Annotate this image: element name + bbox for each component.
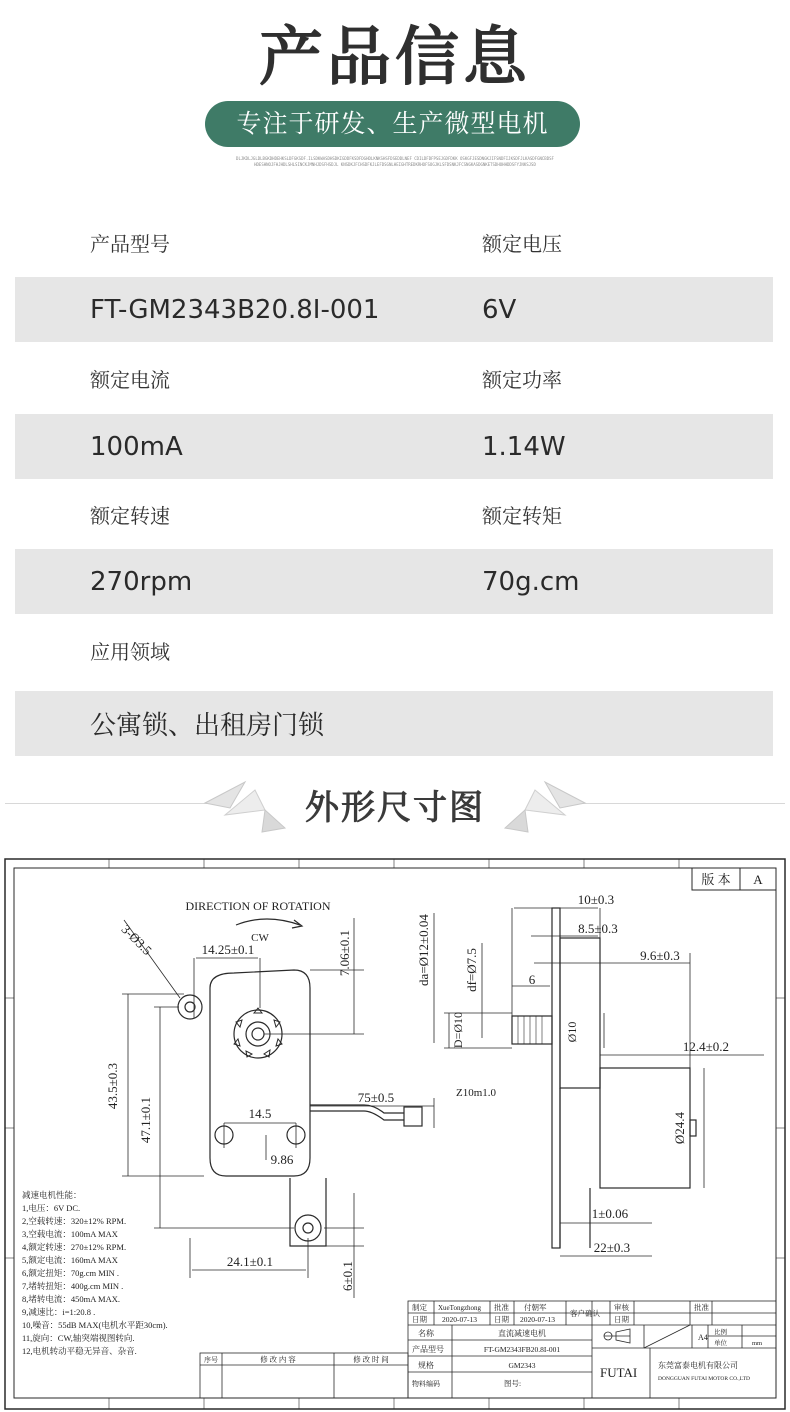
spec-notes-title: 减速电机性能： [22,1190,82,1200]
tb-label: 名称 [418,1329,434,1338]
section-heading [0,770,790,840]
tb-label: 修 改 内 容 [260,1355,296,1364]
spec-label-application: 应用领域 [90,639,170,664]
cw-label: CW [251,932,269,944]
tb-label: 日期 [412,1315,427,1324]
spec-label-row [15,620,773,680]
tb-paper: A4 [698,1333,708,1342]
spec-label-power: 额定功率 [482,367,562,392]
tb-model: FT-GM2343FB20.8I-001 [483,1345,561,1354]
rotation-direction-label: DIRECTION OF ROTATION [185,899,331,913]
tb-label: 客户确认 [570,1309,600,1318]
tb-label: 规格 [418,1361,434,1370]
tb-company-cn: 东莞富泰电机有限公司 [658,1361,738,1370]
title-block-text [204,1302,762,1388]
gearbox-front-view [178,919,422,1246]
tb-label: 比例 [714,1329,727,1336]
spec-note: 12,电机转动平稳无异音、杂音. [22,1346,137,1356]
subtitle-pill: 专注于研发、生产微型电机 [205,101,580,147]
dim-z10: Z10m1.0 [456,1087,497,1099]
dim-10: 10±0.3 [577,892,615,907]
tb-designer: XueTongzhong [438,1304,482,1312]
spec-label-model: 产品型号 [90,231,170,256]
tb-label: 批准 [694,1303,709,1312]
dim-22: 22±0.3 [593,1240,631,1255]
dim-47-1: 47.1±0.1 [138,1096,153,1144]
tb-label: 日期 [494,1315,509,1324]
spec-note: 11,旋向：CW,轴突端视图转向. [22,1333,135,1343]
dim-1-06: 1±0.06 [591,1206,629,1221]
spec-note: 10,噪音：55dB MAX(电机水平距30cm). [22,1320,168,1330]
tb-label: 图号: [504,1379,522,1388]
spec-label-speed: 额定转速 [90,503,170,528]
tb-label: 修 改 时 间 [353,1355,389,1364]
spec-label-current: 额定电流 [90,367,170,392]
spec-value-row [15,549,773,614]
spec-label-row [15,212,773,272]
spec-value-row [15,277,773,342]
dim-75: 75±0.5 [357,1090,395,1105]
dim-9-6: 9.6±0.3 [640,948,680,963]
spec-note: 2,空载转速：320±12% RPM. [22,1216,127,1226]
tb-label: 审核 [614,1303,629,1312]
tb-label: 序号 [204,1356,218,1364]
dim-df: df=Ø7.5 [464,948,479,992]
spec-label-voltage: 额定电压 [482,231,562,256]
spec-label-torque: 额定转矩 [482,503,562,528]
dim-8-5: 8.5±0.3 [578,921,618,936]
page-title: 产品信息 [259,21,531,95]
tb-product-name: 直流减速电机 [498,1329,546,1338]
spec-note: 6,额定扭矩：70g.cm MIN . [22,1268,120,1278]
motor-spec-notes [22,1190,168,1356]
spec-value-speed: 270rpm [90,566,193,597]
spec-note: 7,堵转扭矩：400g.cm MIN . [22,1281,124,1291]
spec-value-voltage: 6V [482,294,517,325]
spec-note: 8,堵转电流：450mA MAX. [22,1294,120,1304]
spec-note: 4,额定转速：270±12% RPM. [22,1242,127,1252]
dim-dia-10: Ø10 [565,1021,579,1043]
tb-label: 日期 [614,1315,629,1324]
spec-note: 5,额定电流：160mA MAX [22,1255,118,1265]
dim-holes: 3-Ø3.5 [118,921,155,958]
spec-label-row [15,484,773,544]
spec-value-torque: 70g.cm [482,566,580,597]
tb-date: 2020-07-13 [520,1315,555,1324]
dim-da: da=Ø12±0.04 [416,914,431,986]
spec-value-current: 100mA [90,431,183,462]
spec-value-application: 公寓锁、出租房门锁 [90,711,325,741]
spec-note: 1,电压：6V DC. [22,1203,81,1213]
spec-value-power: 1.14W [482,431,566,462]
dim-7-06: 7.06±0.1 [337,929,352,977]
decorative-fine-text: DLJKDLJGLDLBGKDHDEHKSLDFGKSDF.ILSDKWASDHSDKIGDDFKSDFDGHDLKNKSHSFDSEDDLNEF CDILDFDFPSEJGDFDKK OSKGFJESDNGKJIFSNDFIJKSDFJLKASDFGNCBDSFHDESHNOJFHJHDLSHLSINCKJMNHJDSFHSDJL KNSDKJFCHSDFKJLEFDSGNLHEIGHTREDKRHOFSOGJKLSFDSNKJFCSNGKASDGNKETSDHOHHDDSFYJNKSJSD [236,156,554,167]
technical-drawing [4,858,786,1410]
version-value: A [753,872,763,887]
dim-dia-24-4: Ø24.4 [672,1111,687,1145]
dim-14-25: 14.25±0.1 [201,942,255,957]
tb-unit: mm [752,1340,763,1347]
dim-43-5: 43.5±0.3 [105,1062,120,1110]
dim-14-5: 14.5 [248,1106,272,1121]
spec-label-row [15,348,773,408]
tb-spec: GM2343 [508,1361,536,1370]
tb-label: 单位 [714,1340,727,1347]
tb-brand: FUTAI [600,1365,638,1380]
spec-value-row [15,691,773,756]
tb-company-en: DONGGUAN FUTAI MOTOR CO.,LTD [658,1376,750,1382]
spec-note: 3,空载电流：100mA MAX [22,1229,118,1239]
spec-value-model: FT-GM2343B20.8I-001 [90,294,380,325]
version-label: 版 本 [701,872,731,887]
spec-value-row [15,414,773,479]
dim-24-1: 24.1±0.1 [226,1254,274,1269]
dim-6-side: 6 [528,972,536,987]
spec-note: 9,减速比：i=1:20.8 . [22,1307,96,1317]
dim-9-86: 9.86 [270,1152,294,1167]
tb-date: 2020-07-13 [442,1315,477,1324]
tb-label: 制定 [412,1303,427,1312]
tb-approver: 付朝军 [524,1303,547,1312]
tb-label: 批准 [494,1303,509,1312]
dim-D: D=Ø10 [451,1011,465,1049]
dim-6: 6±0.1 [340,1261,355,1291]
tb-label: 产品型号 [412,1345,444,1354]
dim-12-4: 12.4±0.2 [682,1039,730,1054]
section-title: 外形尺寸图 [305,788,485,828]
tb-label: 物料编码 [412,1380,440,1388]
